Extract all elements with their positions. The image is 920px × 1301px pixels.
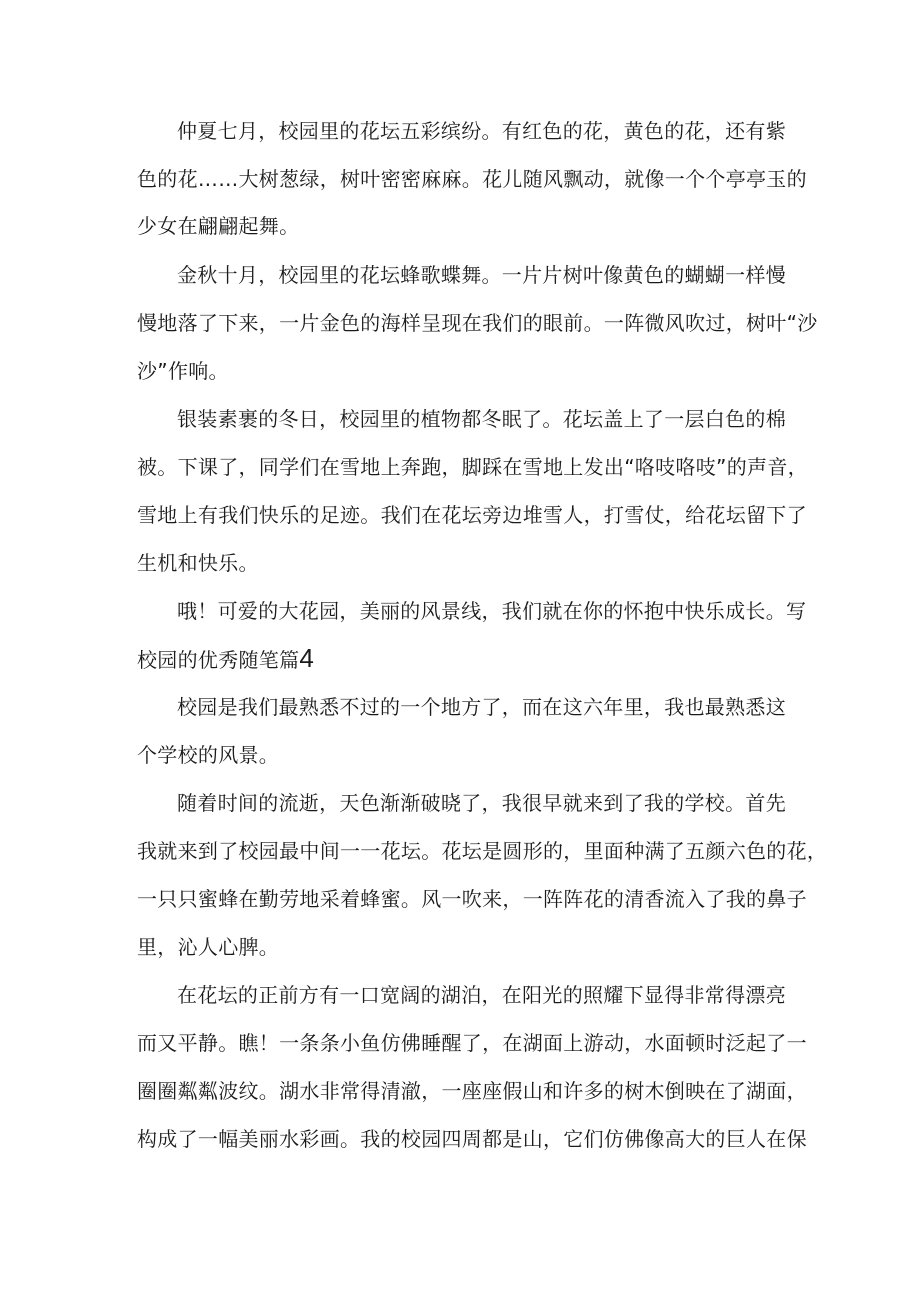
- text-line: 仲夏七月，校园里的花坛五彩缤纷。有红色的花，黄色的花，还有紫: [177, 119, 786, 143]
- text-line: 沙”作响。: [137, 359, 229, 383]
- text-line: 慢地落了下来，一片金色的海样呈现在我们的眼前。一阵微风吹过，树叶“沙: [137, 311, 818, 335]
- text-line: 少女在翩翩起舞。: [137, 214, 300, 238]
- text-line: 一只只蜜蜂在勤劳地采着蜂蜜。风一吹来，一阵阵花的清香流入了我的鼻子: [137, 887, 807, 911]
- text-line: 金秋十月，校园里的花坛蜂歌蝶舞。一片片树叶像黄色的蝴蝴一样慢: [177, 263, 786, 287]
- text-line: 在花坛的正前方有一口宽阔的湖泊，在阳光的照耀下显得非常得漂亮: [177, 983, 786, 1007]
- section-title: [137, 645, 797, 673]
- text-line: 银装素裹的冬日，校园里的植物都冬眠了。花坛盖上了一层白色的棉: [177, 407, 786, 431]
- text-line: 而又平静。瞧！一条条小鱼仿佛睡醒了，在湖面上游动，水面顿时泛起了一: [137, 1031, 807, 1055]
- section-title-text: 校园的优秀随笔篇: [137, 648, 300, 672]
- text-line: 里，沁人心脾。: [137, 935, 280, 959]
- text-line: 校园是我们最熟悉不过的一个地方了，而在这六年里，我也最熟悉这: [177, 695, 786, 719]
- text-line: 生机和快乐。: [137, 551, 259, 575]
- text-line: 圈圈粼粼波纹。湖水非常得清澈，一座座假山和许多的树木倒映在了湖面，: [137, 1079, 807, 1103]
- text-line: 随着时间的流逝，天色渐渐破晓了，我很早就来到了我的学校。首先: [177, 791, 786, 815]
- text-line: 哦！可爱的大花园，美丽的风景线，我们就在你的怀抱中快乐成长。写: [177, 599, 807, 623]
- text-line: 色的花……大树葱绿，树叶密密麻麻。花儿随风飘动，就像一个个亭亭玉的: [137, 167, 807, 191]
- text-line: 我就来到了校园最中间一一花坛。花坛是圆形的，里面种满了五颜六色的花，: [137, 839, 828, 863]
- section-title-number: 4: [299, 643, 315, 673]
- text-line: 个学校的风景。: [137, 743, 280, 767]
- text-line: 构成了一幅美丽水彩画。我的校园四周都是山，它们仿佛像高大的巨人在保: [137, 1127, 807, 1151]
- text-line: 被。下课了，同学们在雪地上奔跑，脚踩在雪地上发出“咯吱咯吱”的声音，: [137, 455, 808, 479]
- text-line: 雪地上有我们快乐的足迹。我们在花坛旁边堆雪人，打雪仗，给花坛留下了: [137, 503, 807, 527]
